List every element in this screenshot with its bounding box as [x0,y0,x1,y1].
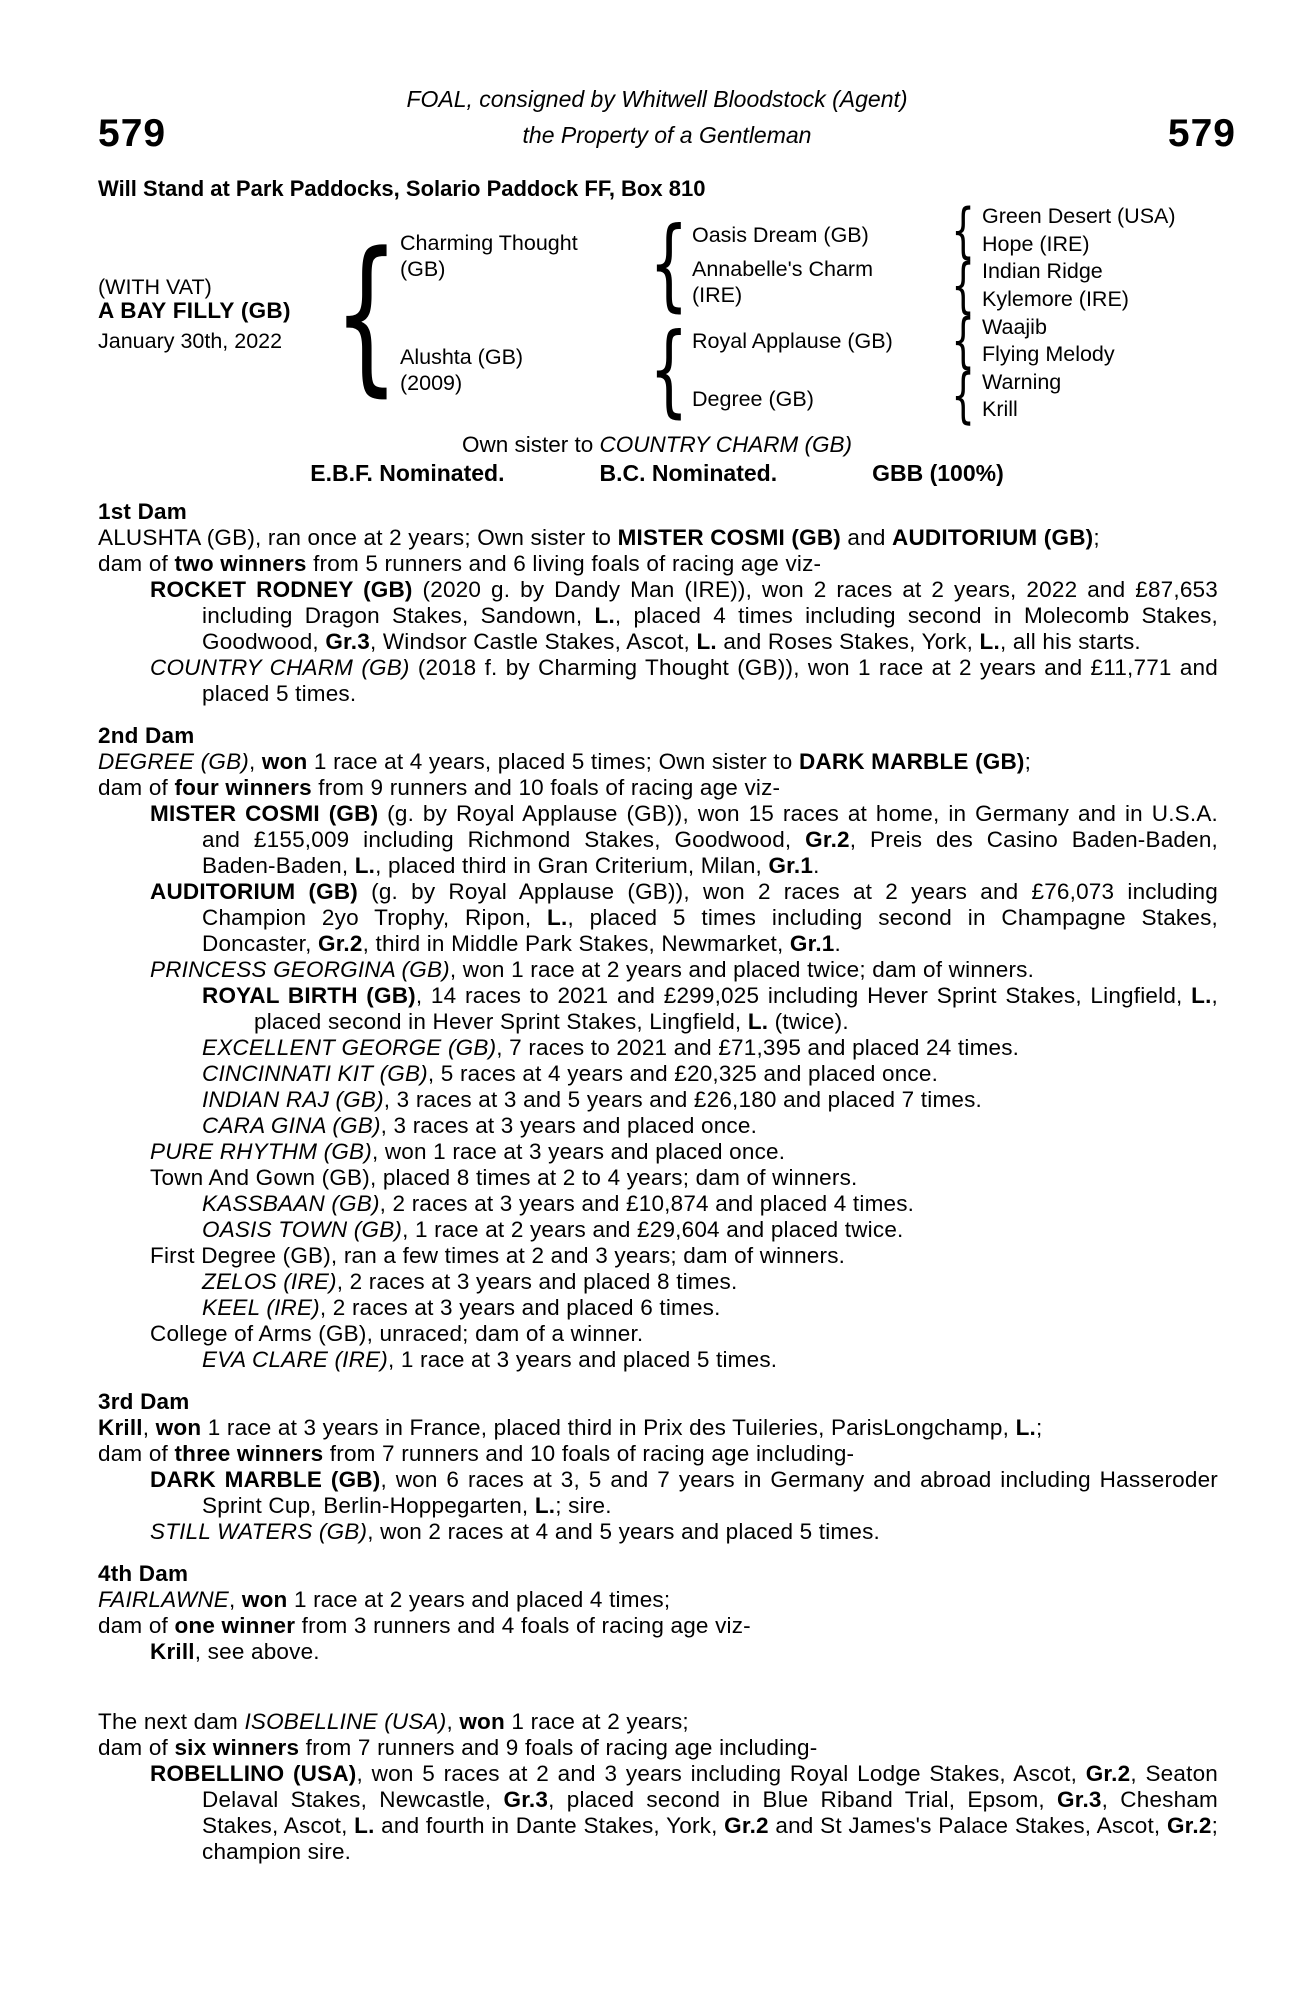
text-segment: (twice). [768,1009,849,1034]
text-segment: College of Arms (GB), unraced; dam of a winner. [150,1321,644,1346]
text-segment: PRINCESS GEORGINA (GB) [150,957,450,982]
brace-glyph: { [951,361,975,431]
lot-number-left: 579 [98,112,167,155]
text-segment: 1 race at 2 years; [504,1709,689,1734]
text-segment: , 5 races at 4 years and £20,325 and placed once. [427,1061,939,1086]
text-segment: , see above. [194,1639,320,1664]
dam-heading: 2nd Dam [98,723,195,748]
ggp-waajib: Waajib [982,315,1047,339]
pedigree-paragraph [98,1139,1218,1165]
text-segment: ROBELLINO (USA) [150,1761,357,1786]
text-segment: won [261,749,308,774]
pedigree-paragraph [98,1061,1218,1087]
text-segment: INDIAN RAJ (GB) [202,1087,384,1112]
brace-glyph: { [951,251,975,321]
text-segment: Gr.2 [1085,1761,1131,1786]
ggp-warning: Warning [982,370,1062,394]
text-segment: L. [979,629,1000,654]
text-segment: , third in Middle Park Stakes, Newmarket, [362,931,790,956]
text-segment: , 2 races at 3 years and placed 6 times. [319,1295,721,1320]
text-segment: 1 race at 4 years, placed 5 times; Own sister to [307,749,799,774]
text-segment: , placed 5 times including second in Champagne Stakes, Doncaster, [202,905,1218,956]
nomination-ebf: E.B.F. Nominated. [310,460,505,486]
text-segment: , 7 races to 2021 and £71,395 and placed 24 times. [496,1035,1020,1060]
text-segment: MISTER COSMI (GB) [617,525,841,550]
text-segment: ; [1035,1415,1043,1440]
text-segment: , Windsor Castle Stakes, Ascot, [369,629,697,654]
dam-sections [98,499,1218,1865]
text-segment: , [248,749,262,774]
text-segment: L. [696,629,717,654]
pedigree-paragraph [98,1035,1218,1061]
ggp-indian-ridge: Indian Ridge [982,259,1103,283]
pedigree-paragraph [98,577,1218,655]
text-segment: , won 5 races at 2 and 3 years including Royal Lodge Stakes, Ascot, [356,1761,1086,1786]
text-segment: , placed second in Hever Sprint Stakes, Lingfield, [254,983,1218,1034]
pedigree-paragraph [98,1519,1218,1545]
dam-section [98,1561,1218,1665]
own-sister-line [0,432,1314,458]
text-segment: and [840,525,893,550]
text-segment: , [142,1415,156,1440]
text-segment: won [459,1709,505,1734]
text-segment: FAIRLAWNE [98,1587,229,1612]
text-segment: L. [1015,1415,1036,1440]
pedigree-brace-sire [649,205,689,322]
text-segment: Gr.2 [1166,1813,1212,1838]
text-segment: Krill [98,1415,143,1440]
pedigree-paragraph [98,983,1218,1035]
text-segment: L. [534,1493,556,1518]
stand-location: Will Stand at Park Paddocks, Solario Paddock FF, Box 810 [98,176,706,201]
text-segment: four winners [174,775,312,800]
text-segment: Gr.3 [325,629,370,654]
text-segment: Town And Gown (GB), placed 8 times at 2 to 4 years; dam of winners. [150,1165,858,1190]
text-segment: , won 6 races at 3, 5 and 7 years in Germany and abroad including Hasseroder Sprint Cup, Berlin-Hoppegarten, [202,1467,1218,1518]
dam-name: Alushta (GB) [400,345,524,369]
text-segment: , 1 race at 2 years and £29,604 and placed twice. [402,1217,904,1242]
text-segment: , placed second in Blue Riband Trial, Epsom, [548,1787,1058,1812]
brace-glyph: { [951,196,975,266]
text-segment: ZELOS (IRE) [202,1269,337,1294]
dam-section [98,723,1218,1373]
pedigree-paragraph [98,1243,1218,1269]
text-segment: STILL WATERS (GB) [150,1519,368,1544]
pedigree-paragraph [98,1613,1218,1639]
text-segment: dam of [98,1735,175,1760]
sire-suffix: (GB) [400,257,446,281]
own-sister-name: COUNTRY CHARM (GB) [599,432,853,457]
text-segment: from 7 runners and 10 foals of racing age including- [323,1441,855,1466]
text-segment: , [446,1709,460,1734]
text-segment: dam of [98,551,175,576]
text-segment: ; sire. [555,1493,612,1518]
pedigree-paragraph [98,1321,1218,1347]
property-line: the Property of a Gentleman [522,122,812,148]
pedigree-paragraph [98,551,1218,577]
sire-dam-suffix: (IRE) [692,283,743,307]
ggp-green-desert: Green Desert (USA) [982,204,1176,228]
text-segment: three winners [174,1441,324,1466]
text-segment: , 3 races at 3 and 5 years and £26,180 and placed 7 times. [383,1087,983,1112]
sire-name: Charming Thought [400,231,578,255]
pedigree-paragraph [98,879,1218,957]
pedigree-brace-foal [332,216,400,412]
text-segment: DARK MARBLE (GB) [150,1467,381,1492]
text-segment: OASIS TOWN (GB) [202,1217,403,1242]
text-segment: EXCELLENT GEORGE (GB) [202,1035,497,1060]
text-segment: two winners [174,551,307,576]
text-segment: L. [1191,983,1212,1008]
text-segment: 1 race at 3 years in France, placed third in Prix des Tuileries, ParisLongchamp, [201,1415,1016,1440]
pedigree-paragraph [98,775,1218,801]
dam-section [98,499,1218,707]
text-segment: KASSBAAN (GB) [202,1191,380,1216]
lot-number-right: 579 [1167,112,1236,155]
text-segment: ; [1024,749,1032,774]
pedigree-brace-dam [649,311,689,428]
pedigree-paragraph [98,1113,1218,1139]
text-segment: ISOBELLINE (USA) [244,1709,447,1734]
text-segment: CINCINNATI KIT (GB) [202,1061,428,1086]
text-segment: First Degree (GB), ran a few times at 2 and 3 years; dam of winners. [150,1243,846,1268]
text-segment: KEEL (IRE) [202,1295,320,1320]
pedigree-paragraph [98,1347,1218,1373]
text-segment: one winner [174,1613,296,1638]
pedigree-table [98,196,1238,450]
text-segment: COUNTRY CHARM (GB) [150,655,410,680]
pedigree-paragraph [98,1761,1218,1865]
text-segment: , [229,1587,242,1612]
nominations-line [0,460,1314,487]
text-segment: L. [747,1009,769,1034]
brace-glyph: { [649,205,689,322]
text-segment: and St James's Palace Stakes, Ascot, [768,1813,1167,1838]
text-segment: Gr.2 [724,1813,769,1838]
text-segment: . [834,931,841,956]
pedigree-paragraph [98,1269,1218,1295]
text-segment: , Chesham Stakes, Ascot, [202,1787,1218,1838]
own-sister-prefix: Own sister to [461,432,600,457]
text-segment: Krill [150,1639,195,1664]
text-segment: AUDITORIUM (GB) [150,879,358,904]
text-segment: , 3 races at 3 years and placed once. [380,1113,758,1138]
pedigree-paragraph [98,1735,1218,1761]
pedigree-paragraph [98,525,1218,551]
text-segment: 1 race at 2 years and placed 4 times; [287,1587,671,1612]
dam-heading: 1st Dam [98,499,187,524]
text-segment: from 9 runners and 10 foals of racing age viz- [311,775,781,800]
dam-sire-name: Royal Applause (GB) [692,329,893,353]
text-segment: AUDITORIUM (GB) [892,525,1094,550]
pedigree-paragraph [98,1191,1218,1217]
text-segment: ; champion sire. [202,1813,1219,1864]
text-segment: L. [354,853,376,878]
pedigree-paragraph [98,749,1218,775]
pedigree-paragraph [98,1415,1218,1441]
text-segment: and Roses Stakes, York, [716,629,980,654]
text-segment: . [813,853,820,878]
text-segment: Gr.1 [789,931,835,956]
text-segment: L. [547,905,568,930]
brace-glyph: { [649,311,689,428]
dam-section [98,1389,1218,1545]
text-segment: , won 1 race at 2 years and placed twice; dam of winners. [449,957,1035,982]
ggp-kylemore: Kylemore (IRE) [982,287,1129,311]
dam-year: (2009) [400,371,463,395]
text-segment: (g. by Royal Applause (GB)), won 15 races at home, in Germany and in U.S.A. and £155,009 including Richmond Stakes, Goodwood, [202,801,1219,852]
text-segment: won [241,1587,288,1612]
text-segment: , Preis des Casino Baden-Baden, Baden-Baden, [202,827,1218,878]
foal-name: A BAY FILLY (GB) [98,298,291,323]
pedigree-paragraph [98,655,1218,707]
dam-heading: 4th Dam [98,1561,189,1586]
ggp-flying-melody: Flying Melody [982,342,1115,366]
pedigree-paragraph [98,1709,1218,1735]
text-segment: won [155,1415,202,1440]
text-segment: (2020 g. by Dandy Man (IRE)), won 2 races at 2 years, 2022 and £87,653 including Dragon Stakes, Sandown, [202,577,1218,628]
text-segment: , won 1 race at 3 years and placed once. [371,1139,786,1164]
text-segment: MISTER COSMI (GB) [150,801,379,826]
text-segment: ROYAL BIRTH (GB) [202,983,416,1008]
ggp-hope: Hope (IRE) [982,232,1090,256]
text-segment: The next dam [98,1709,245,1734]
text-segment: DARK MARBLE (GB) [798,749,1025,774]
text-segment: , 1 race at 3 years and placed 5 times. [387,1347,778,1372]
lot-number-row [98,112,1236,156]
text-segment: and fourth in Dante Stakes, York, [374,1813,725,1838]
pedigree-paragraph [98,1165,1218,1191]
pedigree-paragraph [98,957,1218,983]
text-segment: six winners [174,1735,300,1760]
text-segment: CARA GINA (GB) [202,1113,381,1138]
pedigree-paragraph [98,1639,1218,1665]
text-segment: , placed third in Gran Criterium, Milan, [375,853,769,878]
pedigree-paragraph [98,1217,1218,1243]
text-segment: (2018 f. by Charming Thought (GB)), won 1 race at 2 years and £11,771 and placed 5 times. [202,655,1218,706]
pedigree-paragraph [98,1441,1218,1467]
text-segment: ROCKET RODNEY (GB) [150,577,413,602]
pedigree-paragraph [98,1087,1218,1113]
text-segment: L. [354,1813,375,1838]
foal-date: January 30th, 2022 [98,329,283,353]
pedigree-paragraph [98,1467,1218,1519]
dam-dam-name: Degree (GB) [692,387,814,411]
pedigree-paragraph [98,1587,1218,1613]
text-segment: , 2 races at 3 years and £10,874 and placed 4 times. [379,1191,915,1216]
nomination-bc: B.C. Nominated. [599,460,778,486]
text-segment: Gr.3 [1057,1787,1102,1812]
text-segment: , all his starts. [999,629,1141,654]
text-segment: from 3 runners and 4 foals of racing age viz- [295,1613,751,1638]
text-segment: PURE RHYTHM (GB) [150,1139,372,1164]
sire-sire-name: Oasis Dream (GB) [692,223,869,247]
text-segment: from 7 runners and 9 foals of racing age including- [299,1735,818,1760]
ggp-krill: Krill [982,397,1018,421]
consignment-line: FOAL, consigned by Whitwell Bloodstock (Agent) [406,86,908,112]
text-segment: Gr.2 [318,931,363,956]
text-segment: ; [1093,525,1100,550]
sire-dam-name: Annabelle's Charm [692,257,873,281]
dam-heading: 3rd Dam [98,1389,190,1414]
text-segment: , 14 races to 2021 and £299,025 including Hever Sprint Stakes, Lingfield, [415,983,1192,1008]
nomination-gbb: GBB (100%) [872,460,1004,486]
text-segment: (g. by Royal Applause (GB)), won 2 races at 2 years and £76,073 including Champion 2yo Trophy, Ripon, [202,879,1218,930]
text-segment: , Seaton Delaval Stakes, Newcastle, [202,1761,1218,1812]
vat-note: (WITH VAT) [98,275,212,299]
text-segment: dam of [98,1613,175,1638]
text-segment: dam of [98,775,175,800]
text-segment: dam of [98,1441,175,1466]
text-segment: Gr.1 [768,853,814,878]
text-segment: , won 2 races at 4 and 5 years and placed 5 times. [367,1519,880,1544]
text-segment: Gr.3 [503,1787,549,1812]
pedigree-paragraph [98,1295,1218,1321]
text-segment: , 2 races at 3 years and placed 8 times. [336,1269,738,1294]
text-segment: EVA CLARE (IRE) [202,1347,388,1372]
pedigree-brace-ggp-4 [950,361,976,431]
text-segment: Gr.2 [805,827,850,852]
text-segment: L. [594,603,615,628]
text-segment: DEGREE (GB) [98,749,249,774]
pedigree-paragraph [98,801,1218,879]
dam-section [98,1709,1218,1865]
brace-glyph: { [332,216,400,412]
text-segment: ALUSHTA (GB), ran once at 2 years; Own sister to [98,525,618,550]
brace-glyph: { [951,306,975,376]
text-segment: from 5 runners and 6 living foals of racing age viz- [306,551,822,576]
text-segment: , placed 4 times including second in Molecomb Stakes, Goodwood, [202,603,1218,654]
